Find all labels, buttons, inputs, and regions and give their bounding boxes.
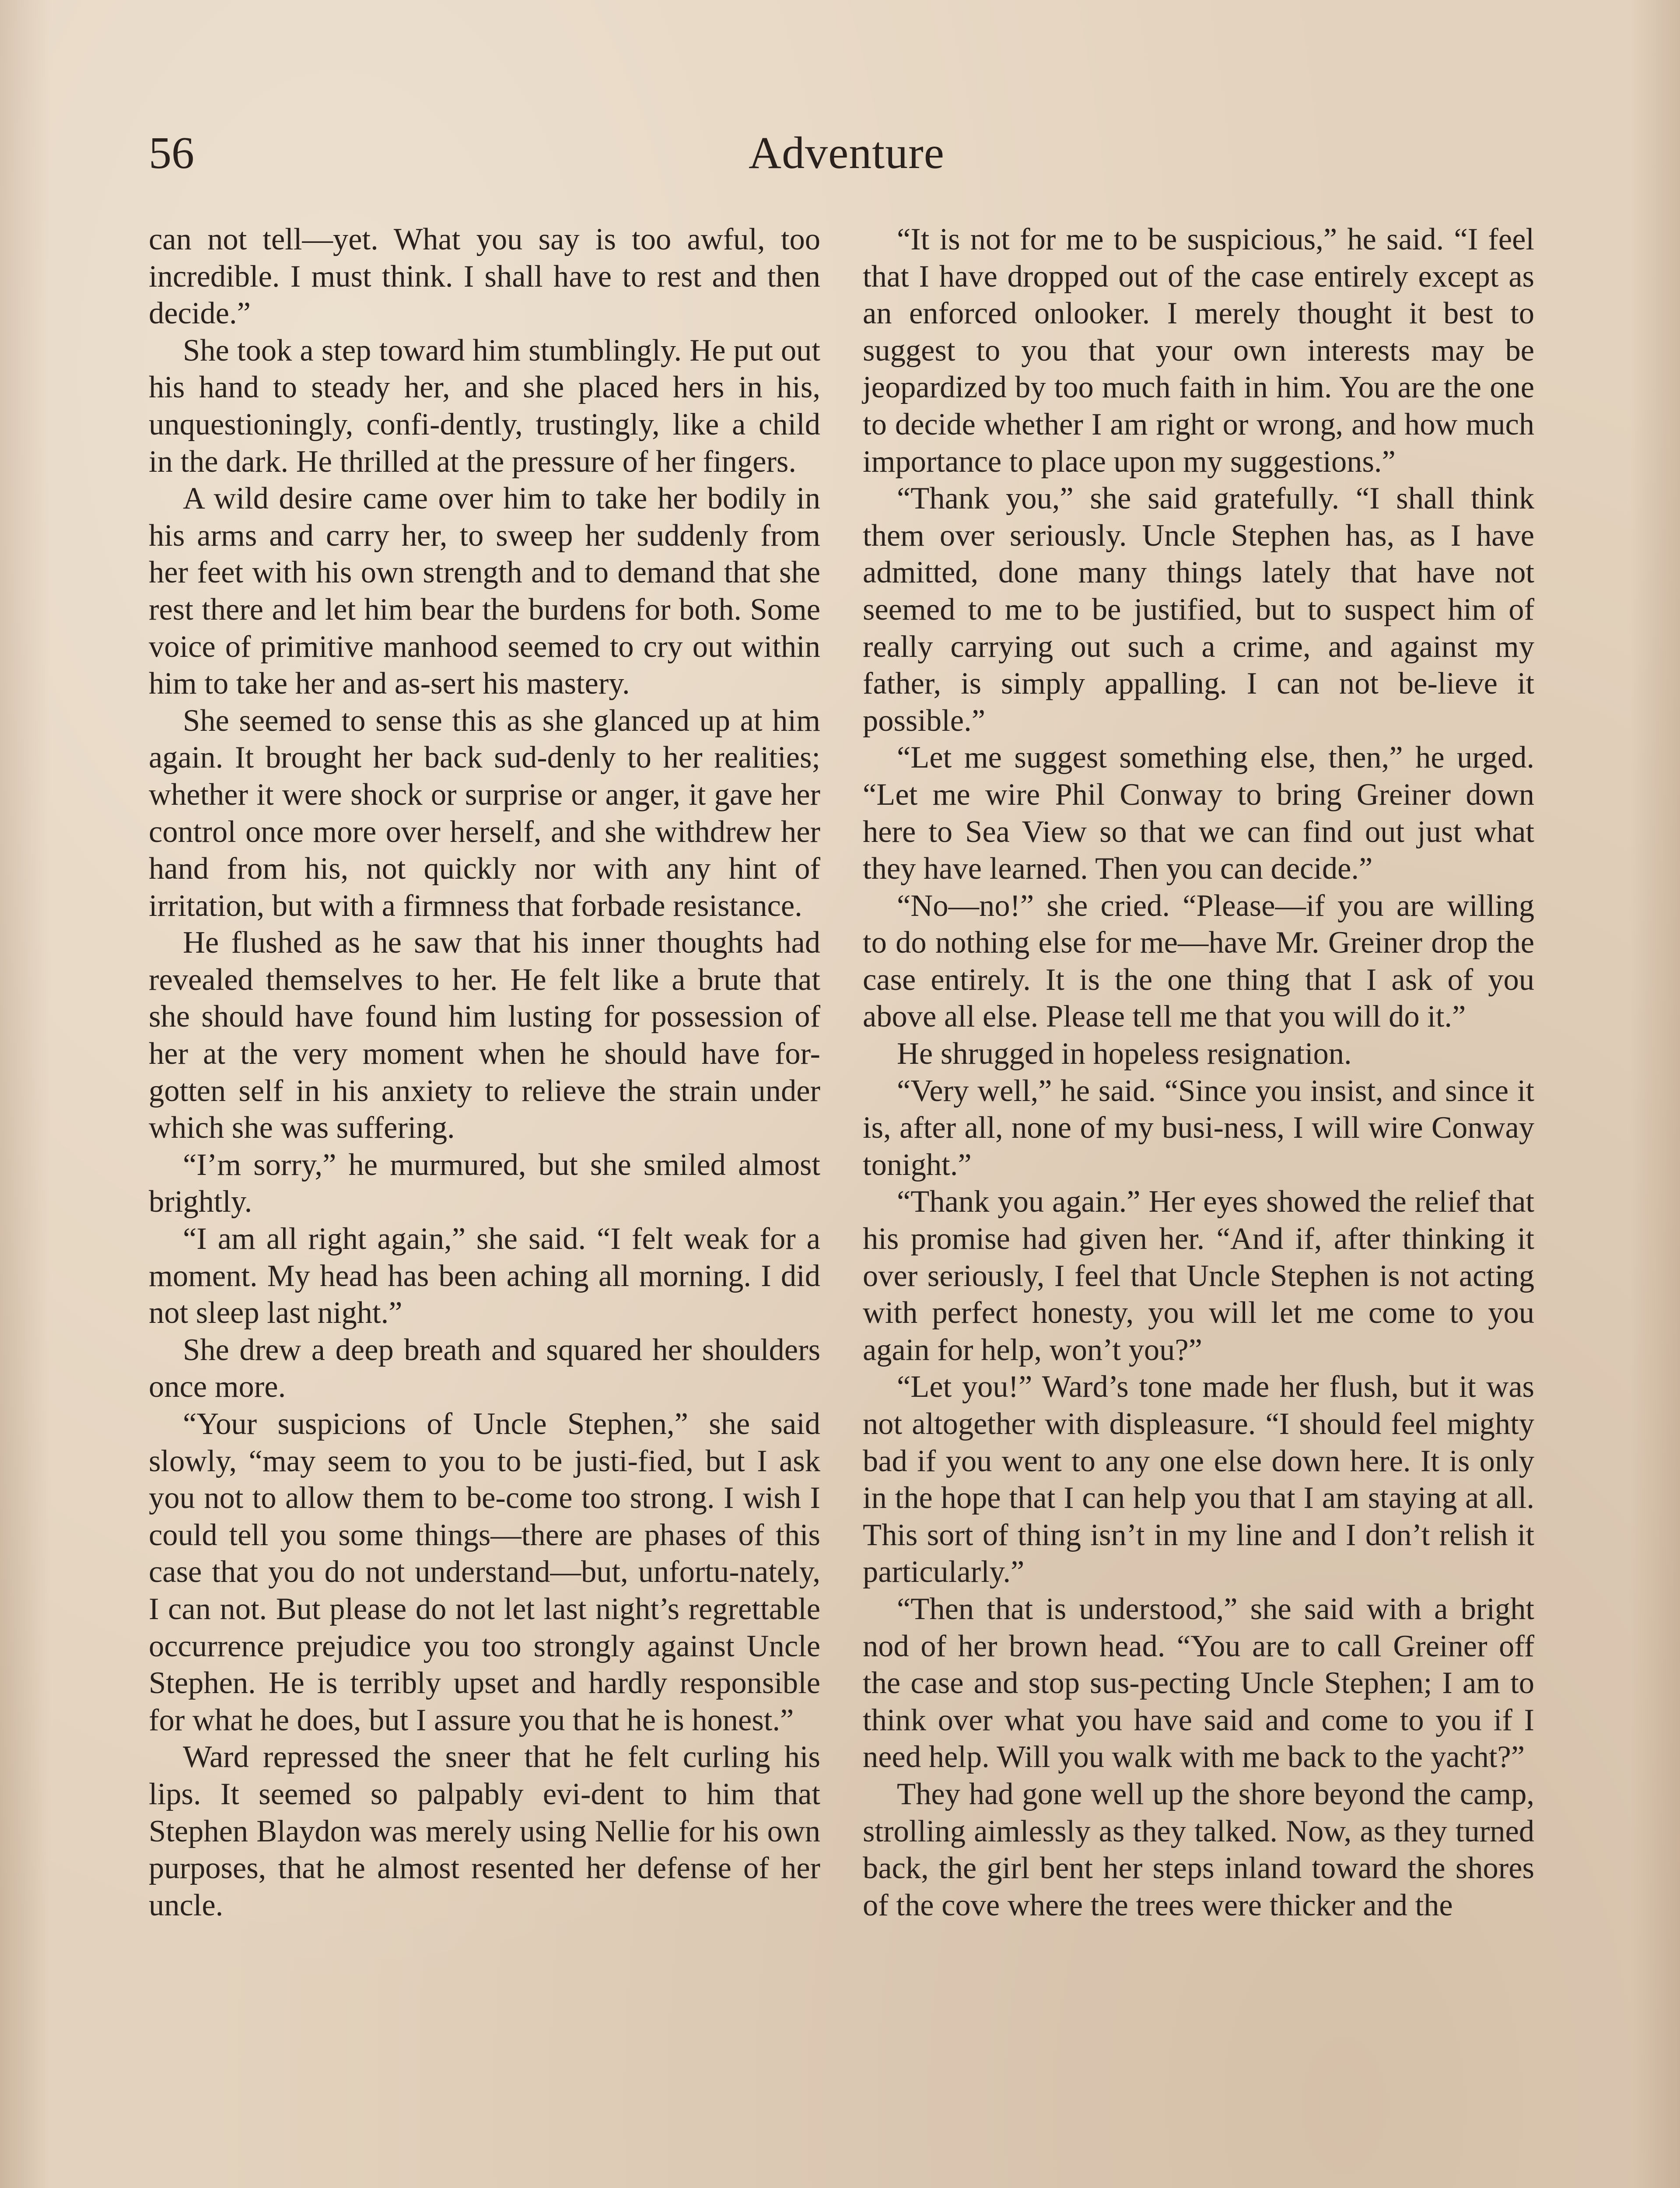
- paragraph: “Very well,” he said. “Since you insist, and since it is, after all, none of my busi-ness, I will wire Conway tonight.”: [863, 1073, 1534, 1182]
- paragraph: He shrugged in hopeless resignation.: [897, 1037, 1352, 1071]
- paragraph: They had gone well up the shore beyond the camp, strolling aimlessly as they talked. Now, as they turned back, the girl bent her steps inland toward the shores of the cove where the trees were thicker and the: [863, 1777, 1534, 1922]
- paragraph: “No—no!” she cried. “Please—if you are willing to do nothing else for me—have Mr. Greiner drop the case entirely. It is the one thing that I ask of you above all else. Please tell me that you will do it.”: [863, 888, 1534, 1034]
- paragraph: She seemed to sense this as she glanced up at him again. It brought her back sud-denly to her realities; whether it were shock or surprise or anger, it gave her control once more over herself, and she withdrew her hand from his, not quickly nor with any hint of irritation, but with a firmness that forbade resistance.: [149, 703, 820, 923]
- paragraph: A wild desire came over him to take her bodily in his arms and carry her, to sweep her suddenly from her feet with his own strength and to demand that she rest there and let him bear the burdens for both. Some voice of primitive manhood seemed to cry out within him to take her and as-sert his mastery.: [149, 481, 820, 701]
- paragraph: She took a step toward him stumblingly. He put out his hand to steady her, and she placed hers in his, unquestioningly, confi-dently, trustingly, like a child in the dark. He thrilled at the pressure of her fingers.: [149, 333, 820, 479]
- paragraph: “I’m sorry,” he murmured, but she smiled almost brightly.: [149, 1147, 820, 1219]
- paragraph: “Let you!” Ward’s tone made her flush, but it was not altogether with displeasure. “I should feel mighty bad if you went to any one else down here. It is only in the hope that I can help you that I am staying at all. This sort of thing isn’t in my line and I don’t relish it particularly.”: [863, 1370, 1534, 1589]
- paragraph: “Let me suggest something else, then,” he urged. “Let me wire Phil Conway to bring Greiner down here to Sea View so that we can find out just what they have learned. Then you can decide.”: [863, 740, 1534, 886]
- right-column: [863, 221, 1534, 1924]
- left-column: [149, 221, 820, 1924]
- paragraph: Ward repressed the sneer that he felt curling his lips. It seemed so palpably evi-dent to him that Stephen Blaydon was merely using Nellie for his own purposes, that he almost resented her defense of her uncle.: [149, 1740, 820, 1922]
- paragraph: “I am all right again,” she said. “I felt weak for a moment. My head has been aching all morning. I did not sleep last night.”: [149, 1222, 820, 1330]
- paragraph: She drew a deep breath and squared her shoulders once more.: [149, 1332, 820, 1404]
- paragraph: “It is not for me to be suspicious,” he said. “I feel that I have dropped out of the case entirely except as an enforced onlooker. I merely thought it best to suggest to you that your own interests may be jeopardized by too much faith in him. You are the one to decide whether I am right or wrong, and how much importance to place upon my suggestions.”: [863, 222, 1534, 479]
- paragraph: “Thank you again.” Her eyes showed the relief that his promise had given her. “And if, after thinking it over seriously, I feel that Uncle Stephen is not acting with perfect honesty, you will let me come to you again for help, won’t you?”: [863, 1185, 1534, 1367]
- page-header: [149, 125, 1544, 186]
- paragraph: “Thank you,” she said gratefully. “I shall think them over seriously. Uncle Stephen has, as I have admitted, done many things lately that have not seemed to me to be justified, but to suspect him of really carrying out such a crime, and against my father, is simply appalling. I can not be-lieve it possible.”: [863, 481, 1534, 738]
- paragraph: “Then that is understood,” she said with a bright nod of her brown head. “You are to call Greiner off the case and stop sus-pecting Uncle Stephen; I am to think over what you have said and come to you if I need help. Will you walk with me back to the yacht?”: [863, 1592, 1534, 1774]
- page-number: 56: [149, 128, 194, 178]
- paragraph: He flushed as he saw that his inner thoughts had revealed themselves to her. He felt like a brute that she should have found him lusting for possession of her at the very moment when he should have for-gotten self in his anxiety to relieve the strain under which she was suffering.: [149, 926, 820, 1145]
- paragraph: can not tell—yet. What you say is too awful, too incredible. I must think. I shall have to rest and then decide.”: [149, 222, 820, 331]
- paragraph: “Your suspicions of Uncle Stephen,” she said slowly, “may seem to you to be justi-fied, but I ask you not to allow them to be-come too strong. I wish I could tell you some things—there are phases of this case that you do not understand—but, unfortu-nately, I can not. But please do not let last night’s regrettable occurrence prejudice you too strongly against Uncle Stephen. He is terribly upset and hardly responsible for what he does, but I assure you that he is honest.”: [149, 1407, 820, 1737]
- running-title: Adventure: [749, 128, 945, 178]
